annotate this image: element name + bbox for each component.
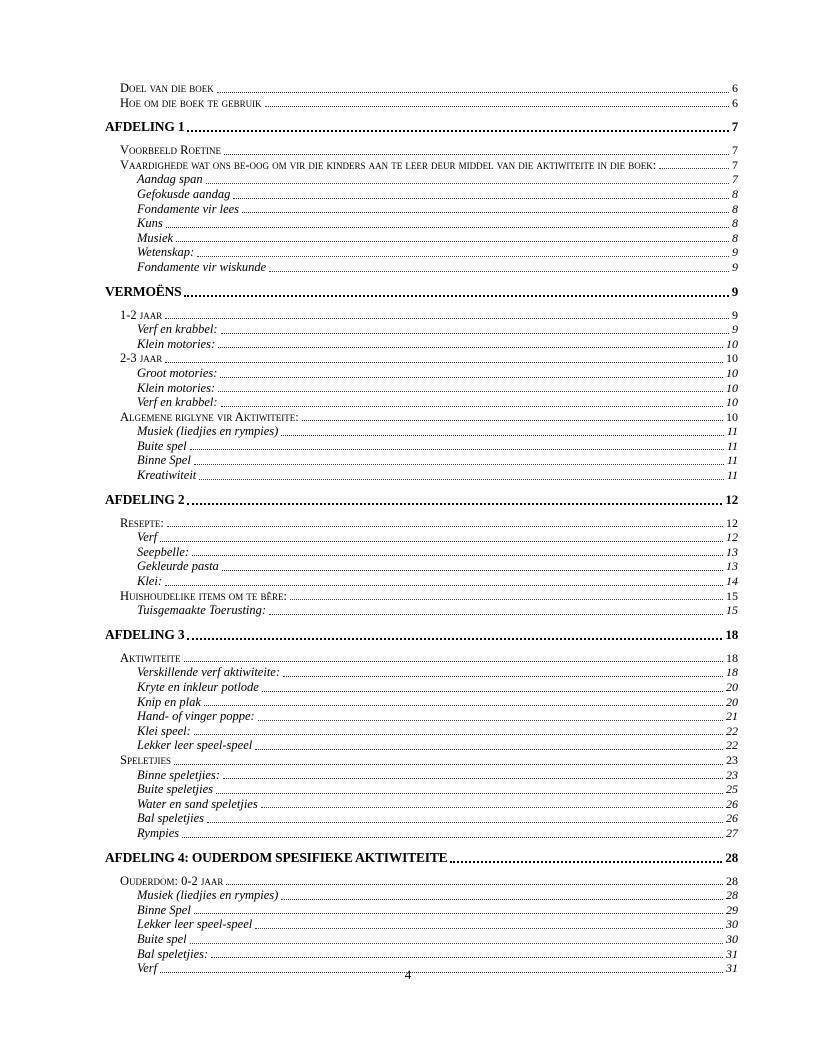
table-of-contents	[105, 81, 738, 976]
toc-entry-label: Vaardighede wat ons be-oog om vir die kinders aan te leer deur middel van die aktiwiteite in die boek:	[120, 157, 657, 172]
toc-entry-page: 26	[726, 796, 738, 811]
toc-entry-label: Kreatiwiteit	[137, 468, 197, 483]
toc-entry-page: 9	[732, 259, 738, 274]
toc-entry-page: 18	[726, 665, 738, 680]
toc-entry-page: 31	[726, 961, 738, 976]
toc-entry-page: 14	[726, 574, 738, 589]
dotted-leader	[199, 479, 724, 480]
dotted-leader	[262, 691, 723, 692]
toc-entry-label: Verf en krabbel:	[137, 395, 218, 410]
toc-entry-page: 22	[726, 738, 738, 753]
toc-entry-page: 11	[726, 438, 738, 453]
toc-entry[interactable]	[105, 516, 738, 531]
dotted-leader	[226, 884, 723, 885]
toc-entry-page: 10	[726, 336, 738, 351]
dotted-leader	[218, 347, 723, 348]
dotted-leader	[223, 778, 723, 779]
toc-entry[interactable]	[105, 947, 738, 962]
dotted-leader	[187, 503, 722, 505]
toc-entry-page: 9	[732, 322, 738, 337]
toc-entry-label: Fondamente vir lees	[137, 201, 240, 216]
toc-entry-label: Kryte en inkleur potlode	[137, 680, 259, 694]
toc-entry[interactable]	[105, 231, 738, 246]
toc-entry[interactable]	[105, 724, 738, 739]
toc-entry-page: 20	[726, 694, 738, 709]
toc-entry[interactable]	[105, 888, 738, 903]
toc-entry-page: 12	[726, 530, 738, 545]
dotted-leader	[165, 362, 723, 363]
toc-entry-page: 7	[732, 157, 738, 172]
toc-entry-label: Verf en krabbel:	[137, 322, 218, 337]
toc-entry-label: Binne Spel	[137, 453, 191, 468]
dotted-leader	[222, 570, 723, 571]
dotted-leader	[218, 391, 723, 392]
dotted-leader	[187, 638, 722, 640]
toc-entry-label: Groot motories:	[137, 365, 218, 380]
toc-entry[interactable]	[105, 826, 738, 841]
toc-entry-label: 1-2 jaar	[120, 307, 163, 322]
toc-entry-page: 21	[726, 709, 738, 724]
dotted-leader	[233, 198, 729, 199]
toc-entry[interactable]	[105, 119, 738, 135]
dotted-leader	[204, 705, 723, 706]
toc-entry-label: Klei speel:	[137, 723, 191, 738]
dotted-leader	[166, 227, 729, 228]
toc-entry-label: Binne speletjies:	[137, 767, 220, 782]
dotted-leader	[216, 793, 723, 794]
toc-entry[interactable]	[105, 589, 738, 604]
toc-entry-label: Musiek (liedjies en rympies)	[137, 888, 279, 903]
toc-entry-label: Bal speletjies:	[137, 946, 209, 961]
dotted-leader	[184, 295, 728, 297]
dotted-leader	[290, 599, 723, 600]
toc-entry-label: Aandag span	[137, 172, 203, 187]
toc-entry-label: Buite speletjies	[137, 782, 214, 797]
toc-entry-label: Huishoudelike items om te bêre:	[120, 588, 287, 603]
toc-entry-label: AFDELING 2	[105, 491, 185, 507]
toc-entry[interactable]	[105, 202, 738, 217]
toc-entry-page: 29	[726, 902, 738, 917]
toc-entry-label: Speletjies	[120, 752, 171, 767]
toc-entry-page: 10	[726, 409, 738, 424]
toc-entry-label: Klein motories:	[137, 380, 216, 395]
toc-entry-page: 26	[726, 811, 738, 826]
toc-entry-label: AFDELING 1	[105, 119, 185, 135]
toc-entry-label: 2-3 jaar	[120, 351, 163, 366]
toc-entry-page: 8	[732, 186, 738, 201]
toc-entry-label: Aktiwiteite	[120, 650, 181, 665]
dotted-leader	[450, 861, 722, 863]
toc-entry[interactable]	[105, 366, 738, 381]
toc-entry-page: 23	[726, 767, 738, 782]
dotted-leader	[211, 957, 723, 958]
toc-entry[interactable]	[105, 158, 738, 173]
dotted-leader	[269, 614, 723, 615]
toc-entry-label: Water en sand speletjies	[137, 796, 258, 811]
page-number: 4	[404, 967, 412, 982]
toc-entry[interactable]	[105, 797, 738, 812]
toc-entry-label: Lekker leer speel-speel	[137, 738, 253, 753]
dotted-leader	[220, 377, 723, 378]
dotted-leader	[281, 899, 723, 900]
toc-entry[interactable]	[105, 903, 738, 918]
dotted-leader	[197, 256, 729, 257]
toc-entry[interactable]	[105, 811, 738, 826]
toc-entry-page: 15	[726, 588, 738, 603]
dotted-leader	[302, 420, 723, 421]
dotted-leader	[265, 106, 729, 107]
toc-entry[interactable]	[105, 410, 738, 425]
toc-entry[interactable]	[105, 545, 738, 560]
dotted-leader	[659, 168, 729, 169]
dotted-leader	[165, 318, 729, 319]
toc-entry-page: 28	[725, 849, 738, 865]
toc-entry-page: 30	[726, 917, 738, 932]
toc-entry[interactable]	[105, 738, 738, 753]
dotted-leader	[255, 928, 723, 929]
dotted-leader	[206, 183, 729, 184]
toc-entry[interactable]	[105, 187, 738, 202]
toc-entry-label: Gekleurde pasta	[137, 559, 219, 574]
toc-entry-page: 10	[726, 395, 738, 410]
toc-entry-page: 18	[726, 650, 738, 665]
toc-entry[interactable]	[105, 492, 738, 508]
toc-entry[interactable]	[105, 709, 738, 724]
toc-entry-page: 31	[726, 946, 738, 961]
dotted-leader	[261, 807, 723, 808]
toc-entry-label: Doel van die boek	[120, 81, 214, 95]
toc-entry[interactable]	[105, 260, 738, 275]
toc-entry-page: 28	[726, 888, 738, 903]
dotted-leader	[184, 661, 723, 662]
toc-entry[interactable]	[105, 651, 738, 666]
dotted-leader	[190, 943, 723, 944]
toc-entry-page: 8	[732, 201, 738, 216]
toc-entry-label: VERMOËNS	[105, 283, 182, 299]
dotted-leader	[194, 734, 723, 735]
toc-entry-page: 15	[726, 603, 738, 618]
toc-entry[interactable]	[105, 753, 738, 768]
toc-entry[interactable]	[105, 284, 738, 300]
dotted-leader	[221, 406, 723, 407]
dotted-leader	[283, 676, 723, 677]
dotted-leader	[224, 154, 729, 155]
toc-entry-page: 7	[732, 172, 738, 187]
toc-entry[interactable]	[105, 395, 738, 410]
dotted-leader	[160, 541, 723, 542]
toc-entry[interactable]	[105, 932, 738, 947]
toc-entry[interactable]	[105, 216, 738, 231]
toc-entry-page: 23	[726, 752, 738, 767]
toc-entry-label: AFDELING 4: OUDERDOM SPESIFIEKE AKTIWITEITE	[105, 849, 448, 865]
toc-entry-label: Lekker leer speel-speel	[137, 917, 253, 932]
dotted-leader	[174, 764, 723, 765]
dotted-leader	[207, 822, 723, 823]
toc-entry-page: 20	[726, 680, 738, 694]
toc-entry-page: 22	[726, 723, 738, 738]
dotted-leader	[281, 435, 724, 436]
toc-entry-label: Hand- of vinger poppe:	[137, 709, 255, 724]
toc-entry[interactable]	[105, 143, 738, 158]
toc-entry-page: 9	[732, 307, 738, 322]
dotted-leader	[217, 92, 729, 93]
toc-entry-label: Buite spel	[137, 438, 187, 453]
toc-entry-label: Klei:	[137, 574, 162, 589]
toc-entry-label: Kuns	[137, 216, 163, 231]
toc-entry[interactable]	[105, 439, 738, 454]
toc-entry[interactable]	[105, 308, 738, 323]
toc-entry[interactable]	[105, 874, 738, 889]
toc-entry[interactable]	[105, 322, 738, 337]
toc-entry-label: Binne Spel	[137, 902, 191, 917]
toc-entry-page: 13	[726, 559, 738, 574]
toc-entry[interactable]	[105, 627, 738, 643]
dotted-leader	[165, 585, 723, 586]
toc-entry-page: 11	[726, 424, 738, 439]
dotted-leader	[269, 271, 729, 272]
dotted-leader	[167, 526, 723, 527]
toc-entry[interactable]	[105, 695, 738, 710]
dotted-leader	[194, 464, 724, 465]
dotted-leader	[182, 837, 723, 838]
toc-entry-label: Wetenskap:	[137, 245, 195, 260]
toc-entry[interactable]	[105, 680, 738, 695]
toc-entry[interactable]	[105, 665, 738, 680]
toc-entry-page: 11	[726, 453, 738, 468]
toc-entry-label: Knip en plak	[137, 694, 201, 709]
toc-entry-label: Musiek (liedjies en rympies)	[137, 424, 279, 439]
dotted-leader	[221, 333, 729, 334]
toc-entry[interactable]	[105, 559, 738, 574]
dotted-leader	[194, 913, 723, 914]
toc-entry[interactable]	[105, 81, 738, 96]
toc-entry-label: Klein motories:	[137, 336, 216, 351]
toc-entry[interactable]	[105, 453, 738, 468]
toc-entry[interactable]	[105, 574, 738, 589]
toc-entry-label: Algemene riglyne vir Aktiwiteite:	[120, 409, 299, 424]
toc-entry-page: 28	[726, 873, 738, 888]
toc-entry[interactable]	[105, 424, 738, 439]
toc-entry-page: 10	[726, 380, 738, 395]
dotted-leader	[176, 241, 729, 242]
toc-entry-label: Fondamente vir wiskunde	[137, 259, 267, 274]
dotted-leader	[192, 555, 723, 556]
toc-entry-label: Ouderdom: 0-2 jaar	[120, 873, 224, 888]
toc-entry[interactable]	[105, 917, 738, 932]
toc-entry-label: Rympies	[137, 825, 180, 840]
toc-entry-label: AFDELING 3	[105, 626, 185, 642]
toc-entry-page: 18	[725, 626, 738, 642]
toc-entry-label: Verskillende verf aktiwiteite:	[137, 665, 281, 680]
toc-entry-label: Tuisgemaakte Toerusting:	[137, 603, 267, 618]
toc-entry[interactable]	[105, 351, 738, 366]
toc-entry-page: 30	[726, 931, 738, 946]
toc-entry-label: Buite spel	[137, 931, 187, 946]
dotted-leader	[242, 212, 729, 213]
toc-entry[interactable]	[105, 468, 738, 483]
toc-entry-label: Resepte:	[120, 515, 164, 530]
toc-entry-label: Musiek	[137, 230, 174, 245]
page-footer	[0, 967, 816, 983]
toc-entry-label: Gefokusde aandag	[137, 186, 231, 201]
toc-entry-page: 13	[726, 544, 738, 559]
toc-entry-page: 27	[726, 825, 738, 840]
toc-entry[interactable]	[105, 96, 738, 111]
toc-entry-label: Seepbelle:	[137, 544, 190, 559]
toc-entry-page: 25	[726, 782, 738, 797]
toc-entry-page: 7	[731, 119, 738, 135]
toc-entry-page: 6	[732, 81, 738, 95]
toc-entry[interactable]	[105, 782, 738, 797]
toc-entry[interactable]	[105, 172, 738, 187]
toc-entry-label: Bal speletjies	[137, 811, 204, 826]
toc-entry-page: 9	[732, 245, 738, 260]
dotted-leader	[190, 449, 724, 450]
toc-entry-page: 12	[725, 491, 738, 507]
toc-entry-page: 10	[726, 351, 738, 366]
toc-entry[interactable]	[105, 768, 738, 783]
toc-entry-page: 7	[732, 143, 738, 158]
toc-entry-page: 11	[726, 468, 738, 483]
dotted-leader	[255, 749, 723, 750]
toc-entry-page: 12	[726, 515, 738, 530]
toc-entry[interactable]	[105, 603, 738, 618]
toc-entry[interactable]	[105, 381, 738, 396]
toc-entry[interactable]	[105, 245, 738, 260]
toc-entry-page: 8	[732, 230, 738, 245]
toc-entry-page: 6	[732, 95, 738, 110]
dotted-leader	[187, 130, 728, 132]
toc-entry-page: 9	[731, 283, 738, 299]
toc-entry-label: Verf	[137, 530, 158, 545]
toc-entry[interactable]	[105, 850, 738, 866]
toc-entry-label: Voorbeeld Roetine	[120, 143, 221, 158]
toc-entry[interactable]	[105, 530, 738, 545]
toc-entry-label: Verf	[137, 961, 158, 976]
toc-entry-page: 10	[726, 365, 738, 380]
dotted-leader	[258, 720, 723, 721]
toc-entry[interactable]	[105, 337, 738, 352]
toc-entry-label: Hoe om die boek te gebruik	[120, 95, 262, 110]
toc-entry-page: 8	[732, 216, 738, 231]
